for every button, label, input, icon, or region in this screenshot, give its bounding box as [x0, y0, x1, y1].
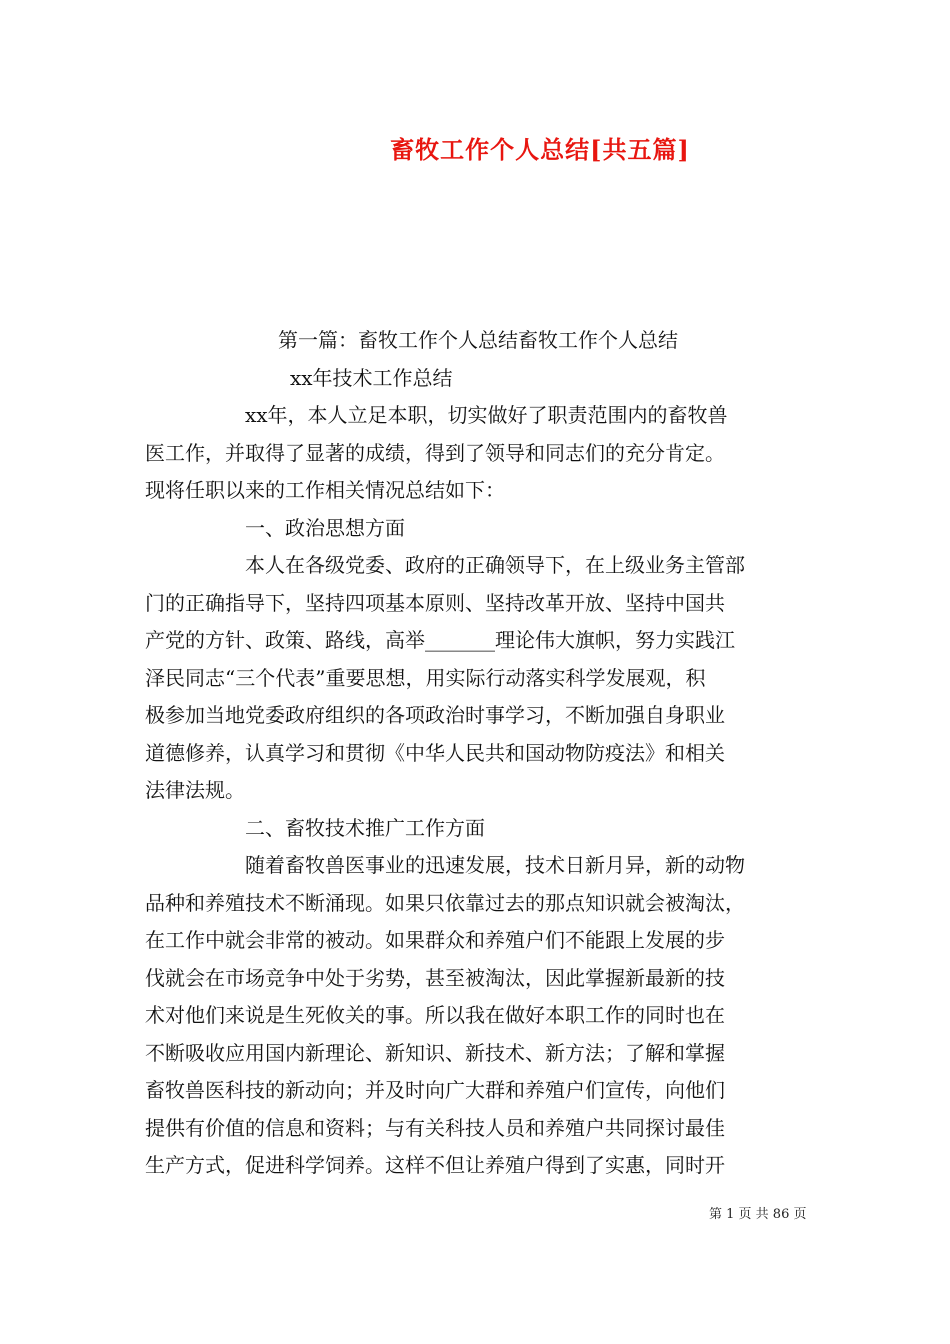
section-heading: 第一篇：畜牧工作个人总结畜牧工作个人总结 — [278, 328, 678, 352]
paragraph-line: xx年，本人立足本职，切实做好了职责范围内的畜牧兽 — [245, 403, 728, 427]
paragraph-line: 畜牧兽医科技的新动向；并及时向广大群和养殖户们宣传，向他们 — [145, 1078, 725, 1102]
paragraph-line: 在工作中就会非常的被动。如果群众和养殖户们不能跟上发展的步 — [145, 928, 725, 952]
heading-politics: 一、政治思想方面 — [245, 515, 405, 540]
paragraph-line: 生产方式，促进科学饲养。这样不但让养殖户得到了实惠，同时开 — [145, 1153, 725, 1177]
paragraph-line: 伐就会在市场竞争中处于劣势，甚至被淘汰，因此掌握新最新的技 — [145, 965, 725, 990]
page-indicator: 第 1 页 共 86 页 — [709, 1207, 807, 1222]
paragraph-line: 现将任职以来的工作相关情况总结如下： — [145, 478, 505, 502]
paragraph-line: 提供有价值的信息和资料；与有关科技人员和养殖户共同探讨最佳 — [145, 1115, 725, 1140]
paragraph-line: 门的正确指导下，坚持四项基本原则、坚持改革开放、坚持中国共 — [145, 590, 725, 615]
paragraph-line: 医工作，并取得了显著的成绩，得到了领导和同志们的充分肯定。 — [145, 440, 725, 465]
paragraph-line: 产党的方针、政策、路线，高举_______理论伟大旗帜，努力实践江 — [145, 628, 735, 652]
paragraph-line: 随着畜牧兽医事业的迅速发展，技术日新月异，新的动物 — [245, 853, 745, 877]
paragraph-line: 品种和养殖技术不断涌现。如果只依靠过去的那点知识就会被淘汰， — [145, 890, 745, 915]
paragraph-line: 不断吸收应用国内新理论、新知识、新技术、新方法；了解和掌握 — [145, 1040, 725, 1065]
paragraph-line: 泽民同志“三个代表”重要思想，用实际行动落实科学发展观，积 — [145, 665, 706, 690]
paragraph-line: 法律法规。 — [145, 778, 245, 802]
heading-tech-promotion: 二、畜牧技术推广工作方面 — [245, 815, 485, 840]
document-title: 畜牧工作个人总结[共五篇] — [390, 135, 690, 164]
paragraph-line: 术对他们来说是生死攸关的事。所以我在做好本职工作的同时也在 — [145, 1003, 725, 1027]
paragraph-line: 本人在各级党委、政府的正确领导下，在上级业务主管部 — [245, 553, 745, 577]
document-body — [145, 322, 810, 1185]
paragraph-line: 道德修养，认真学习和贯彻《中华人民共和国动物防疫法》和相关 — [145, 740, 725, 765]
paragraph-line: 极参加当地党委政府组织的各项政治时事学习，不断加强自身职业 — [145, 703, 725, 727]
subtitle: xx年技术工作总结 — [290, 365, 453, 390]
